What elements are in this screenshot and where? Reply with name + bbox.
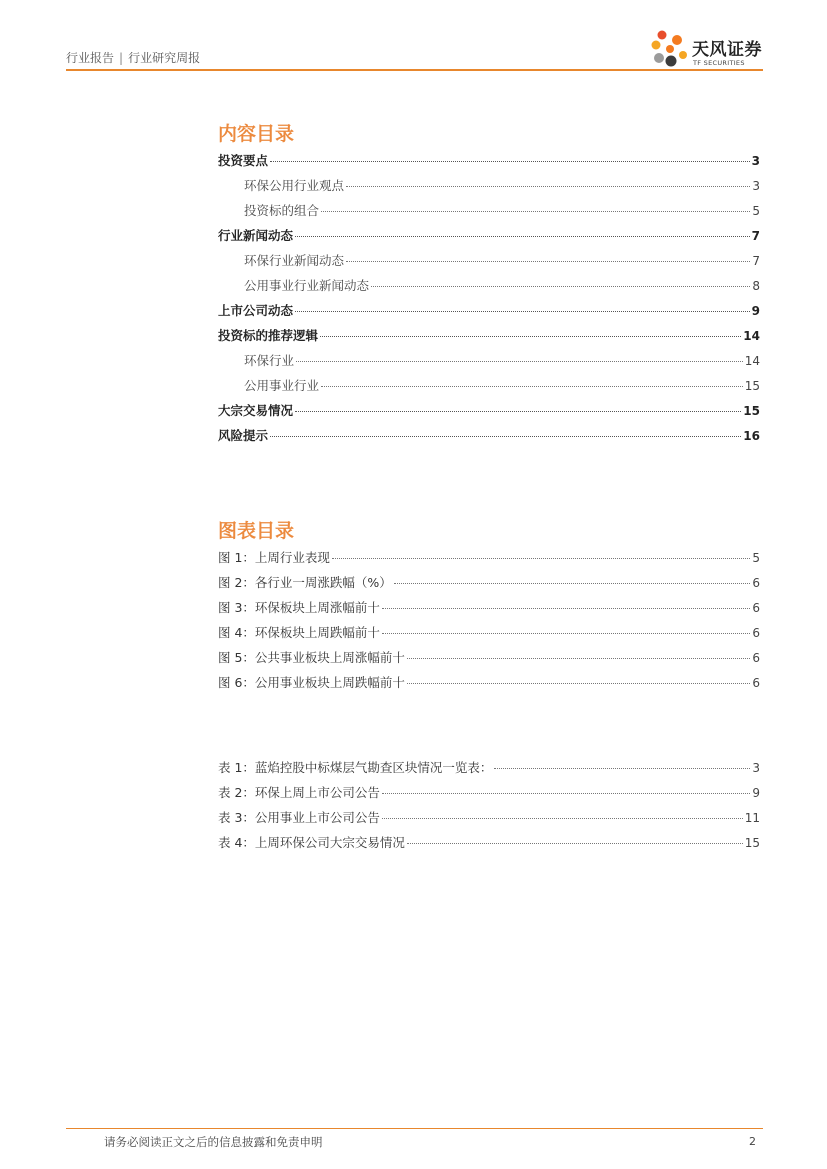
figure-entry-label: 图 3：环保板块上周涨幅前十 bbox=[218, 600, 380, 615]
report-subtype: 行业研究周报 bbox=[128, 51, 201, 65]
figures-title: 图表目录 bbox=[218, 520, 295, 542]
figure-entry-label: 图 1：上周行业表现 bbox=[218, 550, 330, 565]
leader-dots bbox=[382, 633, 750, 634]
figure-entry[interactable] bbox=[218, 648, 760, 666]
figure-entry-label: 图 5：公共事业板块上周涨幅前十 bbox=[218, 650, 405, 665]
figure-entry-page: 6 bbox=[752, 626, 760, 640]
toc-entry-label: 公用事业行业新闻动态 bbox=[244, 278, 370, 293]
figure-entry-page: 6 bbox=[752, 601, 760, 615]
leader-dots bbox=[332, 558, 750, 559]
toc-entry-page: 3 bbox=[751, 154, 760, 168]
logo-mark-icon bbox=[650, 28, 692, 70]
figure-entry-page: 6 bbox=[752, 676, 760, 690]
leader-dots bbox=[320, 336, 741, 337]
toc-entry-label: 行业新闻动态 bbox=[218, 228, 294, 243]
toc-entry-label: 环保行业新闻动态 bbox=[244, 253, 345, 268]
table-entry-page: 11 bbox=[744, 811, 760, 825]
leader-dots bbox=[321, 211, 750, 212]
figure-entry-page: 5 bbox=[752, 551, 760, 565]
footer-disclaimer: 请务必阅读正文之后的信息披露和免责申明 bbox=[104, 1135, 323, 1149]
leader-dots bbox=[494, 768, 750, 769]
toc-entry-page: 15 bbox=[743, 404, 760, 418]
toc-entry-label: 投资要点 bbox=[218, 153, 269, 168]
logo-english: TF SECURITIES bbox=[693, 59, 745, 67]
toc-entry[interactable] bbox=[218, 326, 760, 344]
toc-entry-page: 7 bbox=[751, 229, 760, 243]
table-entry-page: 15 bbox=[744, 836, 760, 850]
figure-entry-page: 6 bbox=[752, 651, 760, 665]
table-entry-label: 表 1：蓝焰控股中标煤层气勘查区块情况一览表： bbox=[218, 760, 493, 775]
toc-entry-label: 投资标的组合 bbox=[244, 203, 320, 218]
toc-entry-page: 7 bbox=[752, 254, 760, 268]
figure-entry[interactable] bbox=[218, 673, 760, 691]
figure-entry-label: 图 2：各行业一周涨跌幅（%） bbox=[218, 575, 392, 590]
toc-entry-page: 14 bbox=[744, 354, 760, 368]
toc-entry-label: 公用事业行业 bbox=[244, 378, 320, 393]
toc-entry[interactable] bbox=[218, 401, 760, 419]
toc-entry-label: 环保公用行业观点 bbox=[244, 178, 345, 193]
leader-dots bbox=[295, 311, 750, 312]
table-entry[interactable] bbox=[218, 833, 760, 851]
figure-entry-page: 6 bbox=[752, 576, 760, 590]
figure-entry[interactable] bbox=[218, 598, 760, 616]
leader-dots bbox=[382, 608, 750, 609]
toc-entry[interactable] bbox=[218, 301, 760, 319]
leader-dots bbox=[321, 386, 743, 387]
toc-entry[interactable] bbox=[244, 276, 760, 294]
toc-entry[interactable] bbox=[244, 201, 760, 219]
toc-entry-page: 14 bbox=[743, 329, 760, 343]
toc-entry[interactable] bbox=[244, 176, 760, 194]
toc-entry-label: 环保行业 bbox=[244, 353, 295, 368]
leader-dots bbox=[407, 683, 750, 684]
leader-dots bbox=[371, 286, 750, 287]
toc-entry[interactable] bbox=[244, 376, 760, 394]
leader-dots bbox=[382, 793, 750, 794]
leader-dots bbox=[407, 843, 743, 844]
figure-entry[interactable] bbox=[218, 548, 760, 566]
leader-dots bbox=[394, 583, 751, 584]
table-entry-page: 3 bbox=[752, 761, 760, 775]
leader-dots bbox=[382, 818, 743, 819]
toc-entry[interactable] bbox=[218, 226, 760, 244]
figure-entry[interactable] bbox=[218, 573, 760, 591]
toc-entry-label: 风险提示 bbox=[218, 428, 269, 443]
toc-entry-page: 5 bbox=[752, 204, 760, 218]
toc-entry[interactable] bbox=[244, 251, 760, 269]
figure-entry[interactable] bbox=[218, 623, 760, 641]
table-entry-label: 表 2：环保上周上市公司公告 bbox=[218, 785, 380, 800]
table-entry-label: 表 4：上周环保公司大宗交易情况 bbox=[218, 835, 405, 850]
logo-name: 天风证券 bbox=[692, 40, 762, 60]
leader-dots bbox=[295, 236, 750, 237]
toc-entry-label: 投资标的推荐逻辑 bbox=[218, 328, 319, 343]
toc-entry-page: 8 bbox=[752, 279, 760, 293]
leader-dots bbox=[295, 411, 741, 412]
toc-entry-page: 15 bbox=[744, 379, 760, 393]
company-logo bbox=[650, 28, 765, 70]
toc-entry[interactable] bbox=[218, 151, 760, 169]
leader-dots bbox=[346, 261, 750, 262]
table-entry[interactable] bbox=[218, 808, 760, 826]
leader-dots bbox=[407, 658, 750, 659]
toc-entry-page: 9 bbox=[751, 304, 760, 318]
toc-entry-page: 16 bbox=[743, 429, 760, 443]
toc-entry[interactable] bbox=[244, 351, 760, 369]
header-rule bbox=[66, 69, 763, 71]
report-type: 行业报告 bbox=[66, 51, 115, 65]
toc-entry[interactable] bbox=[218, 426, 760, 444]
figure-entry-label: 图 6：公用事业板块上周跌幅前十 bbox=[218, 675, 405, 690]
toc-entry-label: 大宗交易情况 bbox=[218, 403, 294, 418]
table-entry-label: 表 3：公用事业上市公司公告 bbox=[218, 810, 380, 825]
footer-rule bbox=[66, 1128, 763, 1129]
header-separator: | bbox=[119, 51, 124, 65]
leader-dots bbox=[296, 361, 743, 362]
toc-title: 内容目录 bbox=[218, 123, 295, 145]
report-header bbox=[66, 49, 200, 66]
table-entry[interactable] bbox=[218, 758, 760, 776]
leader-dots bbox=[346, 186, 750, 187]
page-number: 2 bbox=[749, 1135, 756, 1148]
leader-dots bbox=[270, 436, 741, 437]
figure-entry-label: 图 4：环保板块上周跌幅前十 bbox=[218, 625, 380, 640]
leader-dots bbox=[270, 161, 750, 162]
toc-entry-label: 上市公司动态 bbox=[218, 303, 294, 318]
toc-entry-page: 3 bbox=[752, 179, 760, 193]
table-entry-page: 9 bbox=[752, 786, 760, 800]
table-entry[interactable] bbox=[218, 783, 760, 801]
